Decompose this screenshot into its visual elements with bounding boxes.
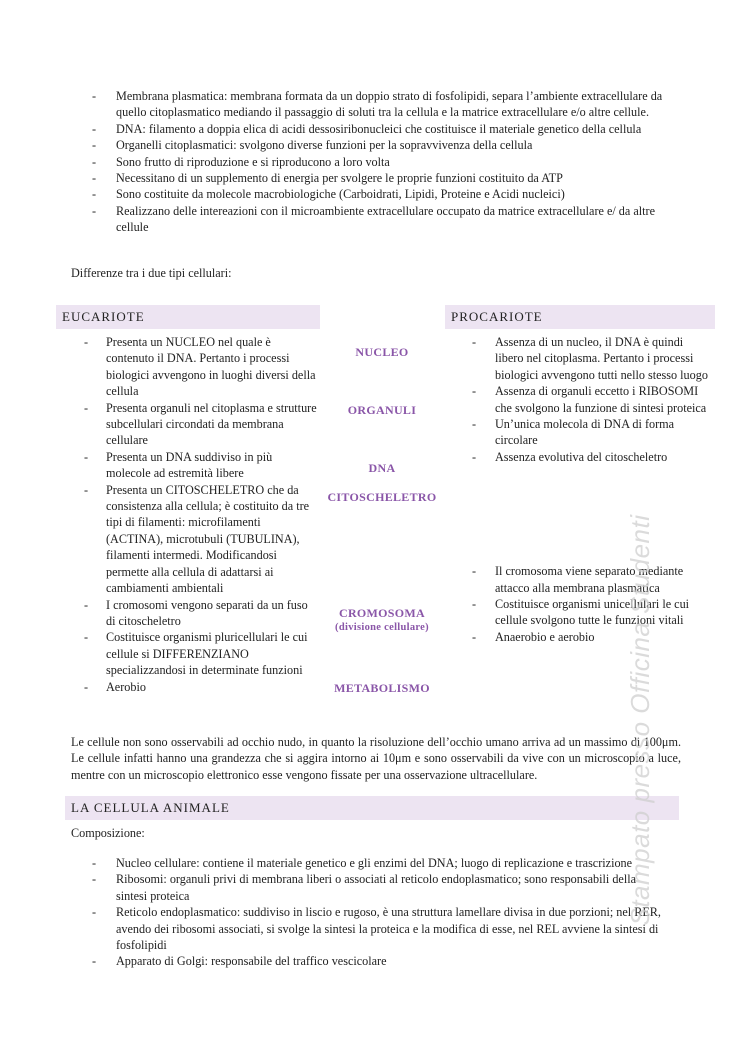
list-item: - Sono frutto di riproduzione e si riproducono a loro volta	[92, 154, 664, 170]
list-item: - Costituisce organismi unicellulari le cui cellule svolgono tutte le funzioni vitali	[472, 596, 712, 629]
list-item: - Assenza evolutiva del citoscheletro	[472, 449, 712, 465]
list-item: - Reticolo endoplasmatico: suddiviso in liscio e rugoso, è una struttura lamellare divisa in due porzioni; nel RER, avendo dei ribosomi associati, si svolge la sintesi la proteica e la modifica di esse, nel REL avviene la sintesi di fosfolipidi	[92, 904, 662, 953]
watermark-text: Stampato presso Officina Studenti	[624, 514, 655, 926]
composition-label: Composizione:	[71, 826, 145, 840]
label-cromosoma	[322, 605, 442, 635]
list-item: - Apparato di Golgi: responsabile del traffico vescicolare	[92, 953, 662, 969]
list-item: - Costituisce organismi pluricellulari le cui cellule si DIFFERENZIANO specializzandosi in determinate funzioni	[84, 629, 318, 678]
list-item: - Sono costituite da molecole macrobiologiche (Carboidrati, Lipidi, Proteine e Acidi nucleici)	[92, 186, 664, 202]
label-cromosoma-subtitle: (divisione cellulare)	[335, 622, 429, 634]
eucariote-heading: EUCARIOTE	[56, 305, 320, 329]
procariote-heading: PROCARIOTE	[445, 305, 715, 329]
list-item: - Assenza di organuli eccetto i RIBOSOMI che svolgono la funzione di sintesi proteica	[472, 383, 712, 416]
list-item: - Ribosomi: organuli privi di membrana liberi o associati al reticolo endoplasmatico; sono responsabili della sintesi proteica	[92, 871, 662, 904]
list-item: - Organelli citoplasmatici: svolgono diverse funzioni per la sopravvivenza della cellula	[92, 137, 664, 153]
differences-intro: Differenze tra i due tipi cellulari:	[71, 266, 232, 280]
list-item: - Realizzano delle intereazioni con il microambiente extracellulare occupato da matrice extracellulare e/ da altre cellule	[92, 203, 664, 236]
list-item: - Assenza di un nucleo, il DNA è quindi libero nel citoplasma. Pertanto i processi biologici avvengono tutti nello stesso luogo	[472, 334, 712, 383]
animal-cell-list	[92, 855, 662, 970]
list-item: - Nucleo cellulare: contiene il materiale genetico e gli enzimi del DNA; luogo di replicazione e trascrizione	[92, 855, 662, 871]
label-organuli: ORGANULI	[347, 403, 417, 417]
list-item: - Il cromosoma viene separato mediante attacco alla membrana plasmatica	[472, 563, 712, 596]
eucariote-list	[84, 334, 318, 695]
list-item: - I cromosomi vengono separati da un fuso di citoscheletro	[84, 597, 318, 630]
list-item: - DNA: filamento a doppia elica di acidi dessosiribonucleici che costituisce il materiale genetico della cellula	[92, 121, 664, 137]
label-cromosoma-title: CROMOSOMA	[338, 606, 426, 620]
list-item: - Un’unica molecola di DNA di forma circolare	[472, 416, 712, 449]
label-dna: DNA	[368, 461, 396, 475]
list-item: - Presenta un DNA suddiviso in più molecole ad estremità libere	[84, 449, 318, 482]
list-item: - Aerobio	[84, 679, 318, 695]
list-item: - Presenta un CITOSCHELETRO che da consistenza alla cellula; è costituito da tre tipi di filamenti: microfilamenti (ACTINA), microtubuli (TUBULINA), filamenti intermedi. Modificandosi permette alla cellula di adattarsi ai cambiamenti ambientali	[84, 482, 318, 597]
animal-cell-heading: LA CELLULA ANIMALE	[65, 796, 679, 820]
list-item: - Presenta un NUCLEO nel quale è contenuto il DNA. Pertanto i processi biologici avvengono in luoghi diversi della cellula	[84, 334, 318, 400]
watermark	[580, 510, 700, 930]
list-item: - Necessitano di un supplemento di energia per svolgere le proprie funzioni costituito da ATP	[92, 170, 664, 186]
list-item: - Membrana plasmatica: membrana formata da un doppio strato di fosfolipidi, separa l’ambiente extracellulare da quello citoplasmatico mediando il passaggio di soluti tra la cellula e la matrice extracellulare e/o altre cellule.	[92, 88, 664, 121]
microscopy-paragraph: Le cellule non sono osservabili ad occhio nudo, in quanto la risoluzione dell’occhio umano arriva ad un massimo di 100μm. Le cellule infatti hanno una grandezza che si aggira intorno ai 10μm e sono osservabili da vive con un microscopio a luce, mentre con un microscopio elettronico esse vengono fissate per una osservazione ultracellulare.	[71, 735, 681, 782]
label-nucleo: NUCLEO	[355, 345, 409, 359]
list-item: - Presenta organuli nel citoplasma e strutture subcellulari circondati da membrana cellulare	[84, 400, 318, 449]
label-metabolismo: METABOLISMO	[334, 681, 430, 695]
label-citoscheletro: CITOSCHELETRO	[327, 490, 437, 504]
list-item: - Anaerobio e aerobio	[472, 629, 712, 645]
intro-list	[92, 88, 664, 236]
